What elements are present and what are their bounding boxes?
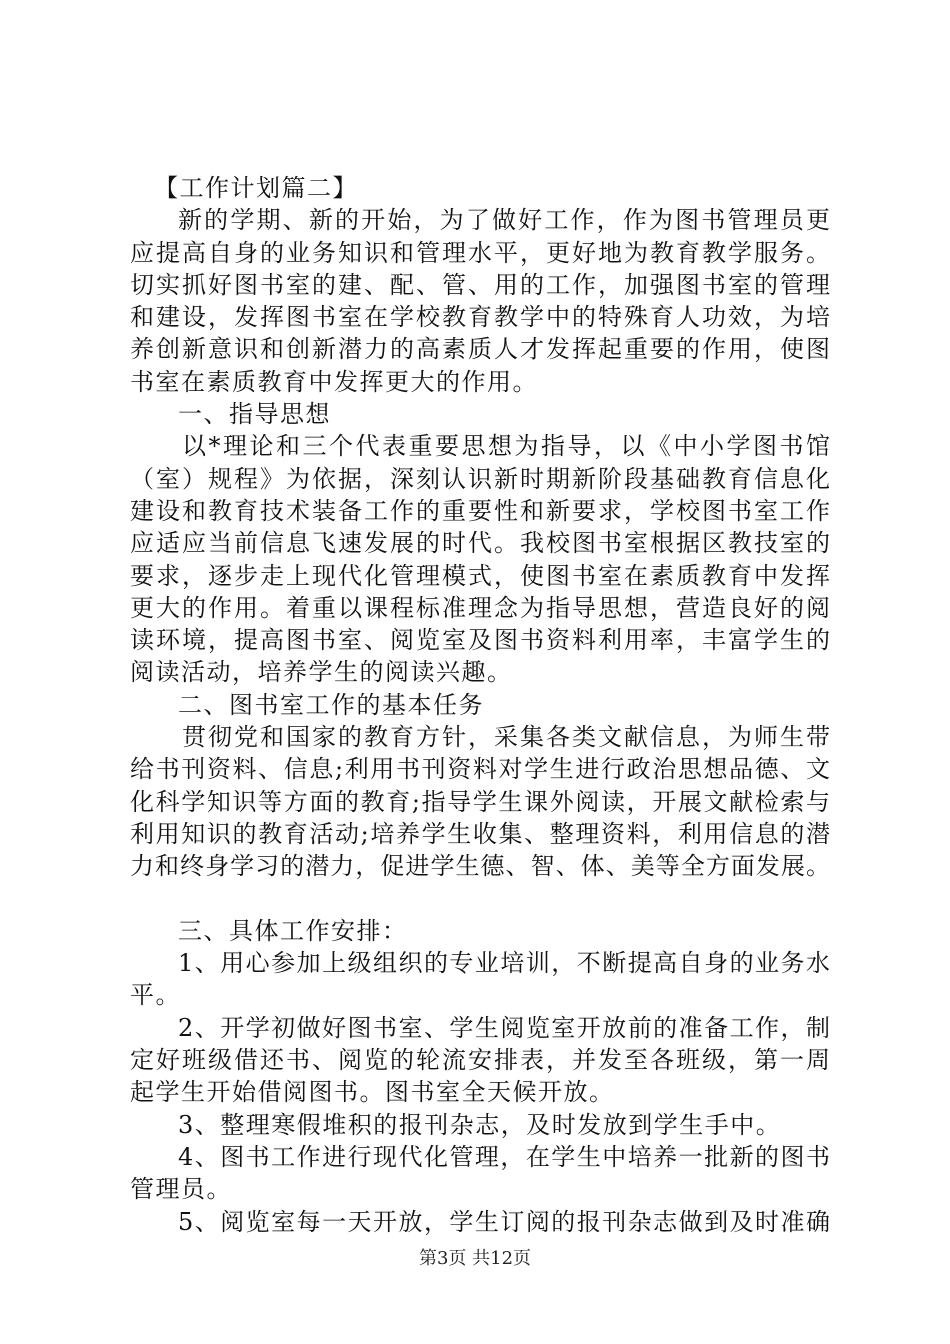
paragraph-line: 给书刊资料、信息;利用书刊资料对学生进行政治思想品德、文	[130, 755, 830, 784]
paragraph-line: 读环境，提高图书室、阅览室及图书资料利用率，丰富学生的	[130, 626, 830, 655]
paragraph-line: 养创新意识和创新潜力的高素质人才发挥起重要的作用，使图	[130, 335, 830, 364]
paragraph-line: 切实抓好图书室的建、配、管、用的工作，加强图书室的管理	[130, 270, 830, 299]
list-item-line: 定好班级借还书、阅览的轮流安排表，并发至各班级，第一周	[130, 1046, 830, 1075]
paragraph-line: 阅读活动，培养学生的阅读兴趣。	[130, 658, 513, 687]
paragraph-line: 书室在素质教育中发挥更大的作用。	[130, 367, 538, 396]
paragraph-line: 利用知识的教育活动;培养学生收集、整理资料，利用信息的潜	[130, 819, 830, 848]
paragraph-line: 以*理论和三个代表重要思想为指导，以《中小学图书馆	[182, 432, 830, 461]
paragraph-line: 和建设，发挥图书室在学校教育教学中的特殊育人功效，为培	[130, 303, 830, 332]
list-item-line: 1、用心参加上级组织的专业培训，不断提高自身的业务水	[178, 949, 830, 978]
paragraph-line: 化科学知识等方面的教育;指导学生课外阅读，开展文献检索与	[130, 787, 830, 816]
paragraph-line: 力和终身学习的潜力，促进学生德、智、体、美等全方面发展。	[130, 852, 830, 881]
document-body	[130, 172, 830, 1238]
section-heading-work-arrangement: 三、具体工作安排：	[178, 916, 408, 945]
paragraph-line: 新的学期、新的开始，为了做好工作，作为图书管理员更	[178, 206, 830, 235]
list-item-line: 3、整理寒假堆积的报刊杂志，及时发放到学生手中。	[178, 1110, 782, 1139]
section-heading-guiding-thought: 一、指导思想	[178, 400, 331, 429]
paragraph-line: 贯彻党和国家的教育方针，采集各类文献信息，为师生带	[182, 723, 830, 752]
paragraph-line: 要求，逐步走上现代化管理模式，使图书室在素质教育中发挥	[130, 561, 830, 590]
section-heading-plan-two: 【工作计划篇二】	[154, 174, 358, 202]
paragraph-line: 应提高自身的业务知识和管理水平，更好地为教育教学服务。	[130, 238, 830, 267]
list-item-line: 起学生开始借阅图书。图书室全天候开放。	[130, 1078, 615, 1107]
page-number-footer: 第3页 共12页	[418, 1248, 532, 1269]
section-heading-basic-tasks: 二、图书室工作的基本任务	[178, 690, 484, 719]
paragraph-line: （室）规程》为依据，深刻认识新时期新阶段基础教育信息化	[130, 464, 830, 493]
list-item-line: 管理员。	[130, 1175, 232, 1204]
paragraph-line: 更大的作用。着重以课程标准理念为指导思想，营造良好的阅	[130, 593, 830, 622]
paragraph-line: 建设和教育技术装备工作的重要性和新要求，学校图书室工作	[130, 496, 830, 525]
list-item-line: 2、开学初做好图书室、学生阅览室开放前的准备工作，制	[178, 1013, 830, 1042]
paragraph-line: 应适应当前信息飞速发展的时代。我校图书室根据区教技室的	[130, 529, 830, 558]
list-item-line: 平。	[130, 981, 181, 1010]
list-item-line: 4、图书工作进行现代化管理，在学生中培养一批新的图书	[178, 1142, 830, 1171]
list-item-line: 5、阅览室每一天开放，学生订阅的报刊杂志做到及时准确	[178, 1207, 830, 1236]
blank-line	[130, 883, 830, 915]
